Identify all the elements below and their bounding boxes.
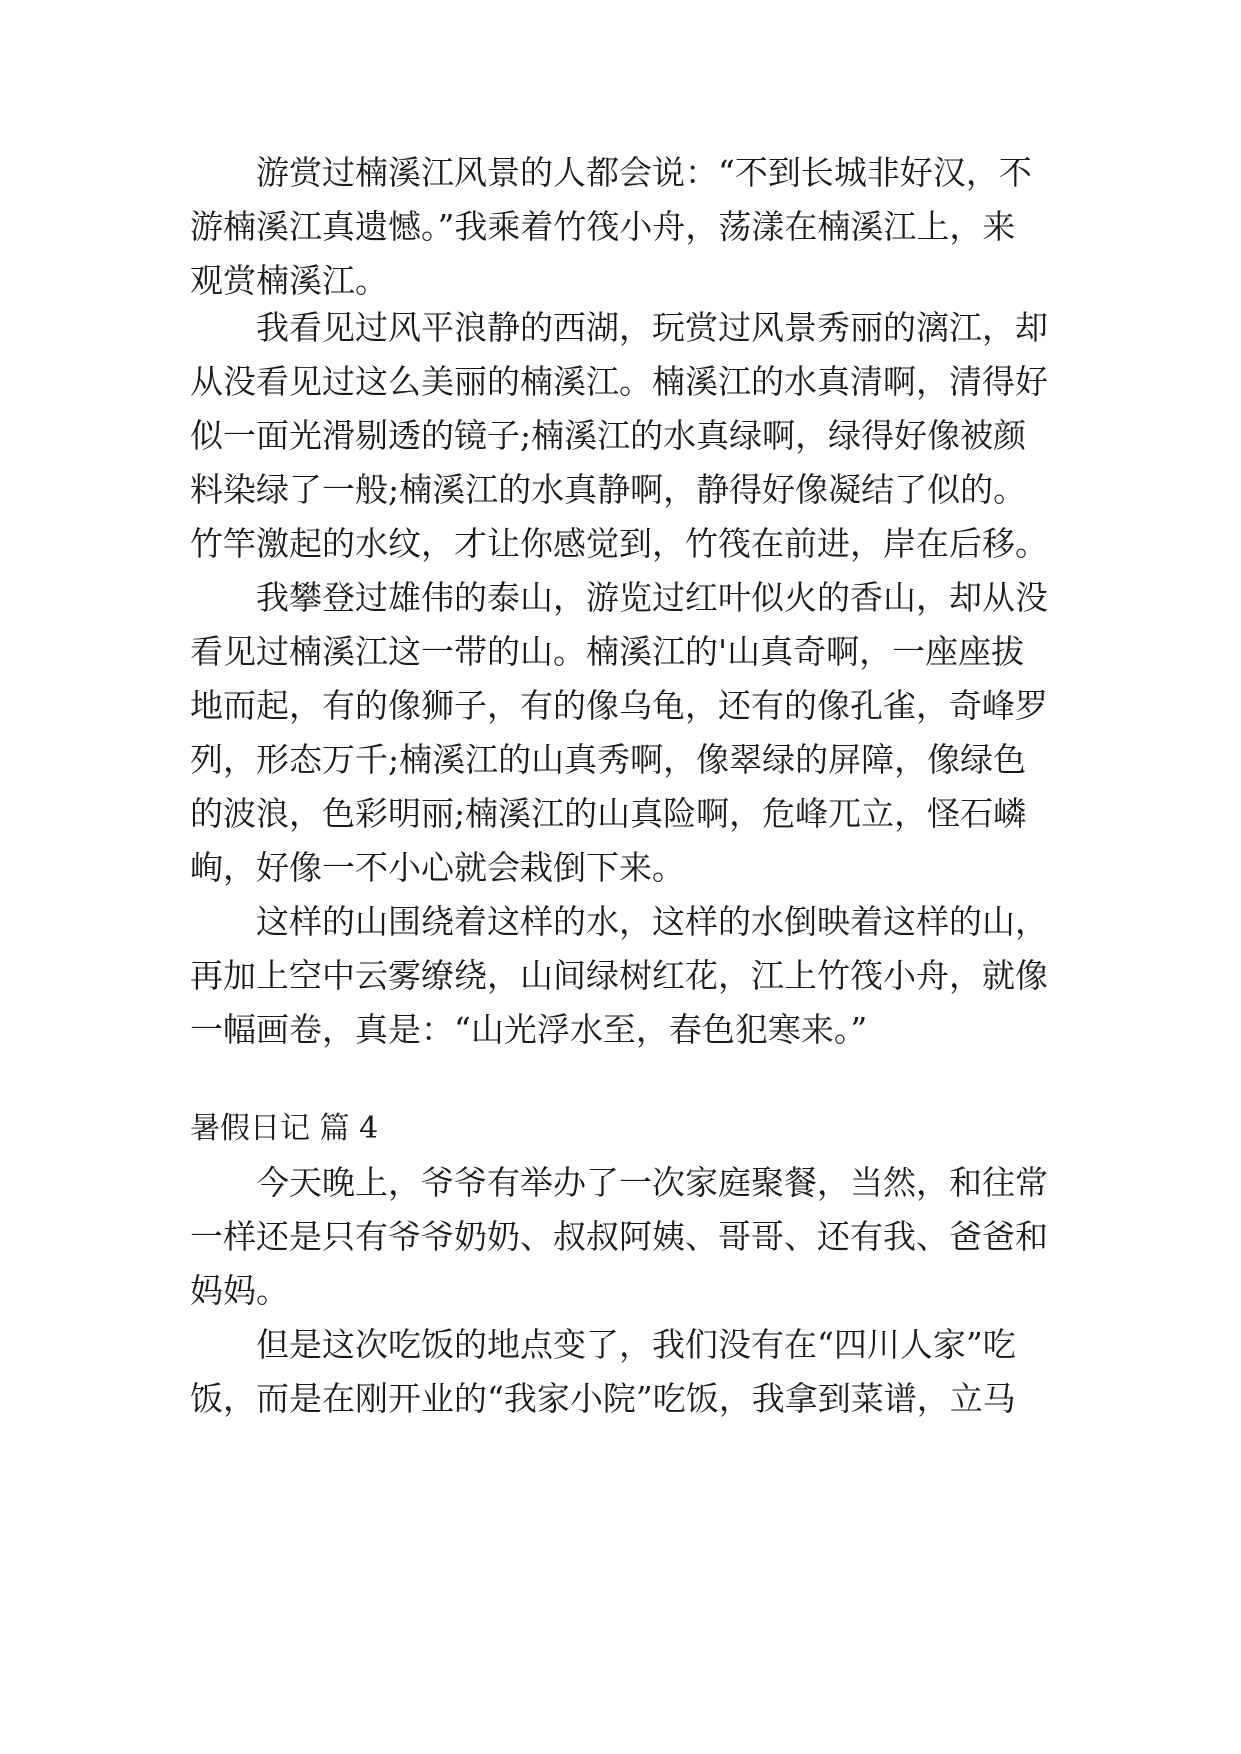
text-line: 观赏楠溪江。 [190, 261, 388, 300]
text-line: 再加上空中云雾缭绕，山间绿树红花，江上竹筏小舟，就像 [190, 956, 1048, 995]
text-line: 似一面光滑剔透的镜子;楠溪江的水真绿啊，绿得好像被颜 [190, 416, 1027, 455]
text-line: 一幅画卷，真是：“山光浮水至，春色犯寒来。” [190, 1010, 868, 1049]
text-line: 看见过楠溪江这一带的山。楠溪江的'山真奇啊，一座座拔 [190, 632, 1025, 671]
text-line: 料染绿了一般;楠溪江的水真静啊，静得好像凝结了似的。 [190, 470, 1027, 509]
section-heading: 暑假日记 篇 4 [190, 1111, 379, 1146]
text-line: 竹竿激起的水纹，才让你感觉到，竹筏在前进，岸在后移。 [190, 524, 1048, 563]
text-line: 游赏过楠溪江风景的人都会说：“不到长城非好汉，不 [190, 153, 1032, 192]
text-line: 峋，好像一不小心就会栽倒下来。 [190, 848, 685, 887]
text-line: 饭，而是在刚开业的“我家小院”吃饭，我拿到菜谱，立马 [190, 1379, 1016, 1418]
text-line: 但是这次吃饭的地点变了，我们没有在“四川人家”吃 [190, 1325, 1016, 1364]
text-line: 的波浪，色彩明丽;楠溪江的山真险啊，危峰兀立，怪石嶙 [190, 794, 1027, 833]
text-line: 列，形态万千;楠溪江的山真秀啊，像翠绿的屏障，像绿色 [190, 740, 1027, 779]
text-line: 地而起，有的像狮子，有的像乌龟，还有的像孔雀，奇峰罗 [190, 686, 1048, 725]
text-line: 我攀登过雄伟的泰山，游览过红叶似火的香山，却从没 [190, 578, 1048, 617]
text-line: 我看见过风平浪静的西湖，玩赏过风景秀丽的漓江，却 [190, 308, 1048, 347]
text-line: 游楠溪江真遗憾。”我乘着竹筏小舟，荡漾在楠溪江上，来 [190, 207, 1016, 246]
text-line: 今天晚上，爷爷有举办了一次家庭聚餐，当然，和往常 [190, 1163, 1048, 1202]
text-line: 妈妈。 [190, 1271, 289, 1310]
text-line: 一样还是只有爷爷奶奶、叔叔阿姨、哥哥、还有我、爸爸和 [190, 1217, 1048, 1256]
text-line: 从没看见过这么美丽的楠溪江。楠溪江的水真清啊，清得好 [190, 362, 1048, 401]
text-line: 这样的山围绕着这样的水，这样的水倒映着这样的山， [190, 902, 1048, 941]
